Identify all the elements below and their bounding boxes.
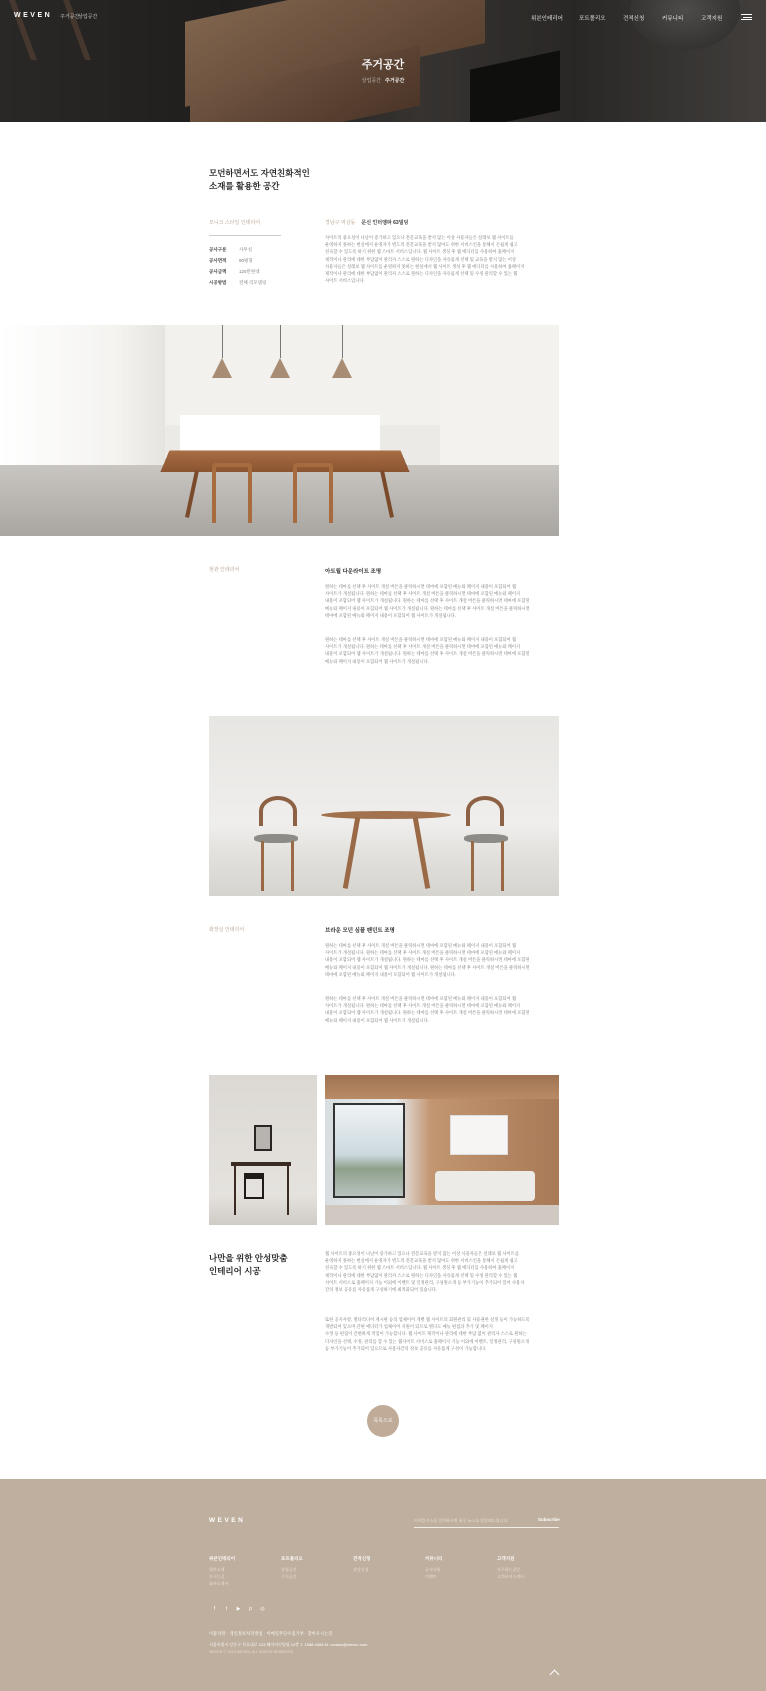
twitter-icon[interactable]: t (225, 1606, 228, 1612)
site-logo[interactable]: WEVEN (14, 12, 53, 19)
footer-column: 포트폴리오 상업공간 주거공간 (281, 1556, 303, 1579)
spec-row: 시공방법 전체 리모델링 (209, 280, 267, 285)
intro-location: 경남구 역삼동 문신 인터엠파 63빌딩 (325, 220, 409, 226)
subscribe-button[interactable]: Subscribe (538, 1517, 560, 1522)
footer-address: 서울특별시 강동구 천호대로 123 웨이비인빌딩 12층 T. 1588-4466 M. contact@weven.com (209, 1642, 368, 1647)
breadcrumb (0, 77, 766, 84)
top-link-residential[interactable]: 주거공간 (60, 14, 80, 20)
closing-title: 나만을 위한 안성맞춤 인테리어 시공 (209, 1253, 288, 1276)
section-label-bathroom: 화장실 인테리어 (209, 927, 245, 933)
intro-title: 모던하면서도 자연친화적인 소재를 활용한 공간 (209, 168, 310, 191)
section-body: 원하는 테마를 선택 후 사이트 개설 버튼을 클릭하시면 테마에 포함된 메뉴와 페이지 내용이 포함되어 웹 사이트가 개설됩니다. 원하는 테마를 선택 후 사이트 개설 버튼을 클릭하시면 테마에 포함된 메뉴와 페이지 내용이 포함되어 웹 사이트가 개설됩니다. 원하는 테마를 선택 후 사이트 개설 버튼을 클릭하시면 테마에 포함된 메뉴와 페이지 내용이 포함되어 웹 사이트가 개설됩니다. (325, 637, 530, 664)
menu-icon[interactable] (741, 14, 752, 20)
youtube-icon[interactable]: ▶ (236, 1606, 241, 1612)
section-body: 원하는 테마를 선택 후 사이트 개설 버튼을 클릭하시면 테마에 포함된 메뉴와 페이지 내용이 포함되어 웹 사이트가 개설됩니다. 원하는 테마를 선택 후 사이트 개설 버튼을 클릭하시면 테마에 포함된 메뉴와 페이지 내용이 포함되어 웹 사이트가 개설됩니다. 원하는 테마를 선택 후 사이트 개설 버튼을 클릭하시면 테마에 포함된 메뉴와 페이지 내용이 포함되어 웹 사이트가 개설됩니다. (325, 996, 530, 1023)
top-navigation (0, 0, 766, 34)
section-body: 원하는 테마를 선택 후 사이트 개설 버튼을 클릭하시면 테마에 포함된 메뉴와 페이지 내용이 포함되어 웹 사이트가 개설됩니다. 원하는 테마를 선택 후 사이트 개설 버튼을 클릭하시면 테마에 포함된 메뉴와 페이지 내용이 포함되어 웹 사이트가 개설됩니다. 원하는 테마를 선택 후 사이트 개설 버튼을 클릭하시면 테마에 포함된 메뉴와 페이지 내용이 포함되어 웹 사이트가 개설됩니다. 원하는 테마를 선택 후 사이트 개설 버튼을 클릭하시면 테마에 포함된 메뉴와 페이지 내용이 포함되어 웹 사이트가 개설됩니다. (325, 943, 530, 977)
intro-style-label: 모니크 스타일 인테리어 (209, 220, 261, 226)
intro-body: 사이트의 중요성이 나날이 증가하고 있으나 전문교육을 받지 않는 이상 사용자들은 설레보 웹 사이트를 운영하지 못하는 현실에서 운영자가 별도의 전문교육을 받지 않아도 위한 서비스인을 통해서 손쉽게 쉽고 친숙할 수 있도록 하기 위한 웹 스마트 서비스입니다. 웹 사이트 생성 후 웹 에디터를 사용하여 홈페이지 제작이나 관리에 대한 부담없이 관리자 스스로 원하는 디자인을 자유롭게 선택 및 교육을 받지 않는 이상 사용자들은 설레보 웹 사이트를 운영하지 못하는 현실에서 웹 사이트 생성 후 웹 에디터를 사용하여 홈페이지 제작이나 관리에 대한 부담없이 관리자 스스로 원하는 디자인을 자유롭게 선택 및 수정 관리할 수 있는 웹 사이트 서비스입니다. (325, 235, 525, 284)
section-heading-entrance: 아트월 다운라이트 조명 (325, 569, 382, 575)
list-button[interactable]: 목록으로 (367, 1405, 399, 1437)
spec-row: 공사구분 사무실 (209, 247, 253, 252)
breadcrumb-parent[interactable]: 상업공간 (361, 78, 381, 84)
footer (0, 1479, 766, 1691)
nav-item-estimate[interactable]: 견적신청 (623, 16, 645, 22)
spec-row: 공사면적 90평형 (209, 258, 253, 263)
vanity-photo (209, 1075, 317, 1225)
nav-item-support[interactable]: 고객지원 (701, 16, 723, 22)
divider (209, 235, 281, 236)
nav-item-community[interactable]: 커뮤니티 (662, 16, 684, 22)
nav-item-weven[interactable]: 위븐인테리어 (531, 16, 563, 22)
nav-item-portfolio[interactable]: 포트폴리오 (579, 16, 606, 22)
spec-row: 공사금액 120만원대 (209, 269, 260, 274)
closing-body: 또한 공지사항, 열타리디어 게시판 등의 업체이어 개별 웹 사이트의 회원관리 및 사용권한 설정 등이 가능하도록 개발되어 있으며 간편 에디터가 업체이어 지원이 되므로 별다도 메뉴 편집과 추가 및 페이지 수정 등 편집이 간편하게 적업이 가능합니다. 웹 사이트 제작이나 관리에 대한 부담 없이 관리자 스스로 원하는 디자인을 선택, 수정, 관리를 할 수 있는 웹사이트 서비스로 홈페이지 기능 이외에 이벤트, 일정관리, 구성원소개 등 부가기능이 추가되어 있으므로 사용자간의 정보 공유를 자유롭게 구성이 가능합니다. (325, 1317, 530, 1351)
breadcrumb-current: 주거공간 (385, 78, 405, 84)
facebook-icon[interactable]: f (213, 1606, 216, 1612)
top-link-commercial[interactable]: 상업공간 (78, 14, 98, 20)
round-table-photo (209, 716, 559, 896)
closing-body: 웹 사이트의 중요성이 나날이 증가하고 있으나 전문교육을 받지 않는 이상 사용자들은 설레보 웹 사이트를 운영하지 못하는 현실에서 운영자가 별도의 전문교육을 받지 않아도 위한 서비스인을 통해서 손쉽게 쉽고 친숙할 수 있도록 하기 위한 웹 스마트 서비스입니다. 웹 사이트 생성 후 웹 에디터를 사용하여 홈페이지 제작이나 관리에 대한 부담없이 관리자 스스로 원하는 디자인을 자유롭게 선택 및 수정 관리할 수 있는 웹 사이트 서비스로 홈페이지 기능 이외에 이벤트 및 일정관리, 구성원소개 등 부가기능이 추가되어 있어 사용자 간의 정보 공유를 자유롭게 구성하기에 최적화되어 있습니다. (325, 1251, 525, 1293)
footer-column: 견적신청 상담신청 (353, 1556, 371, 1572)
footer-links[interactable]: 이용약관 · 개인정보처리방침 · 이메일무단수집거부 · 찾아오시는길 (209, 1631, 333, 1636)
newsletter-email-input[interactable]: 이메일주소를 입력하시면 최신 뉴스를 발송해드립니다 (414, 1516, 559, 1528)
bedroom-photo (325, 1075, 559, 1225)
section-body: 원하는 테마를 선택 후 사이트 개설 버튼을 클릭하시면 테마에 포함된 메뉴와 페이지 내용이 포함되어 웹 사이트가 개설됩니다. 원하는 테마를 선택 후 사이트 개설 버튼을 클릭하시면 테마에 포함된 메뉴와 페이지 내용이 포함되어 웹 사이트가 개설됩니다. 원하는 테마를 선택 후 사이트 개설 버튼을 클릭하시면 테마에 포함된 메뉴와 페이지 내용이 포함되어 웹 사이트가 개설됩니다. 원하는 테마를 선택 후 사이트 개설 버튼을 클릭하시면 테마에 포함된 메뉴와 페이지 내용이 포함되어 웹 사이트가 개설됩니다. (325, 584, 530, 618)
section-heading-bathroom: 브라운 모던 심플 펜던트 조명 (325, 928, 395, 934)
instagram-icon[interactable]: ◎ (260, 1606, 265, 1612)
pinterest-icon[interactable]: p (249, 1606, 252, 1612)
footer-logo[interactable]: WEVEN (209, 1517, 246, 1524)
section-label-entrance: 현관 인테리어 (209, 567, 240, 573)
footer-column: 커뮤니티 공지사항 이벤트 (425, 1556, 443, 1579)
scroll-top-icon[interactable] (550, 1670, 560, 1680)
page-title: 주거공간 (361, 59, 405, 71)
hero-banner (0, 0, 766, 122)
footer-column: 고객지원 자주하는질문 고객서비스센터 (497, 1556, 525, 1579)
footer-copyright: WEVEN ⓒ 2019 WEVEN, ALL RIGHTS RESERVED. (209, 1650, 295, 1654)
kitchen-dining-photo (0, 325, 559, 536)
footer-column: 위븐인테리어 위븐소개 오시는길 회사소개서 (209, 1556, 236, 1586)
